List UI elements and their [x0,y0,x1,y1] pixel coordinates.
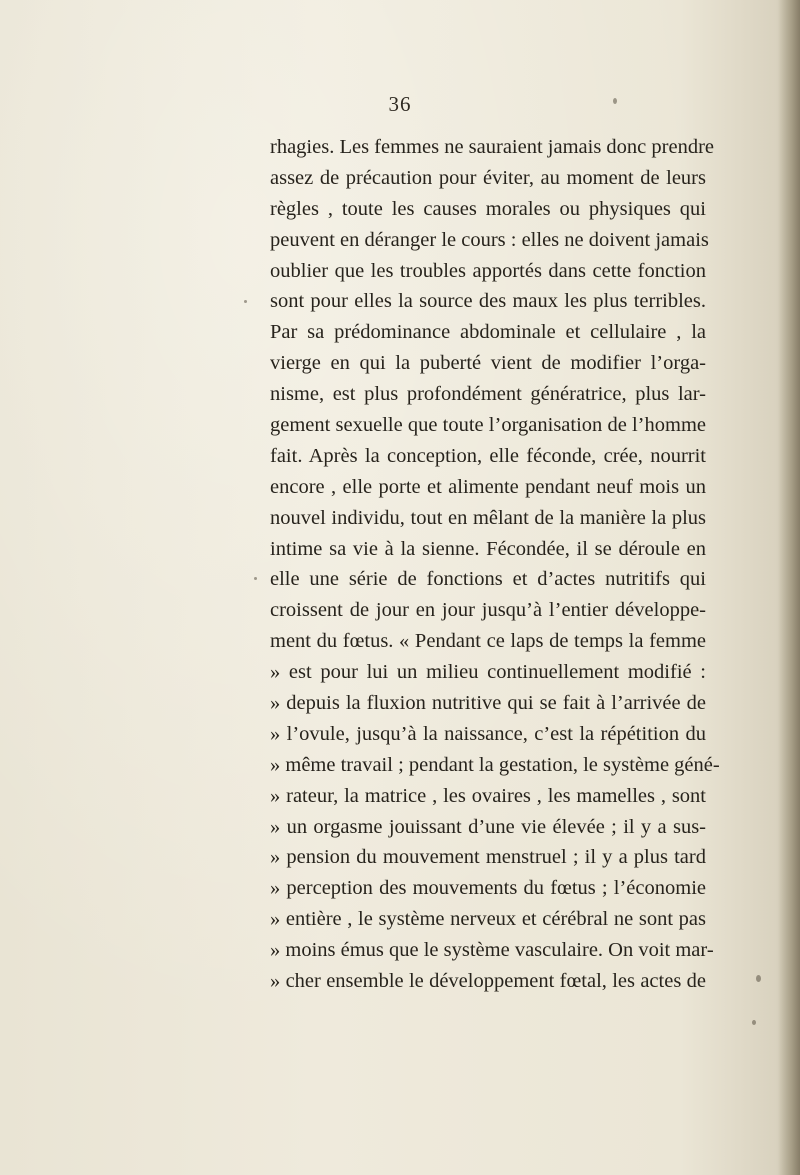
paper-speck [756,975,761,982]
text-line: » rateur, la matrice , les ovaires , les mamelles , sont [270,784,706,807]
paper-speck [254,577,257,580]
text-line: rhagies. Les femmes ne sauraient jamais donc prendre [270,136,714,158]
text-line: » est pour lui un milieu continuellement modifié : [270,661,706,684]
text-line: oublier que les troubles apportés dans cette fonction [270,259,706,282]
text-line: gement sexuelle que toute l’organisation de l’homme [270,414,706,437]
paper-speck [613,98,617,104]
paper-speck [752,1020,756,1025]
paper-speck [244,300,247,303]
text-line: » perception des mouvements du fœtus ; l’économie [270,877,706,900]
text-line: » moins émus que le système vasculaire. On voit mar- [270,939,714,962]
text-line: assez de précaution pour éviter, au moment de leurs [270,166,706,189]
text-line: règles , toute les causes morales ou physiques qui [270,197,706,220]
text-line: » pension du mouvement menstruel ; il y a plus tard [270,846,706,869]
text-line: sont pour elles la source des maux les plus terribles. [270,290,706,313]
text-line: croissent de jour en jour jusqu’à l’entier développe- [270,599,706,622]
text-line: » l’ovule, jusqu’à la naissance, c’est la répétition du [270,722,706,745]
text-line: » un orgasme jouissant d’une vie élevée ; il y a sus- [270,815,706,838]
text-line: encore , elle porte et alimente pendant neuf mois un [270,475,706,498]
text-line: intime sa vie à la sienne. Fécondée, il se déroule en [270,537,706,560]
text-line: nisme, est plus profondément génératrice, plus lar- [270,383,706,406]
text-line: elle une série de fonctions et d’actes nutritifs qui [270,568,706,591]
text-line: » entière , le système nerveux et cérébral ne sont pas [270,908,706,931]
text-line: vierge en qui la puberté vient de modifier l’orga- [270,352,706,375]
page-edge-shadow [778,0,800,1175]
text-line: ment du fœtus. « Pendant ce laps de temps la femme [270,630,706,653]
text-line: » même travail ; pendant la gestation, le système géné- [270,753,720,776]
text-line: » depuis la fluxion nutritive qui se fait à l’arrivée de [270,692,706,715]
text-line: Par sa prédominance abdominale et cellulaire , la [270,321,706,344]
page-number: 36 [388,92,412,116]
text-line: fait. Après la conception, elle féconde, crée, nourrit [270,444,706,467]
text-line: peuvent en déranger le cours : elles ne doivent jamais [270,228,709,251]
body-text [270,132,720,997]
text-line: » cher ensemble le développement fœtal, les actes de [270,970,706,993]
text-line: nouvel individu, tout en mêlant de la manière la plus [270,506,706,529]
